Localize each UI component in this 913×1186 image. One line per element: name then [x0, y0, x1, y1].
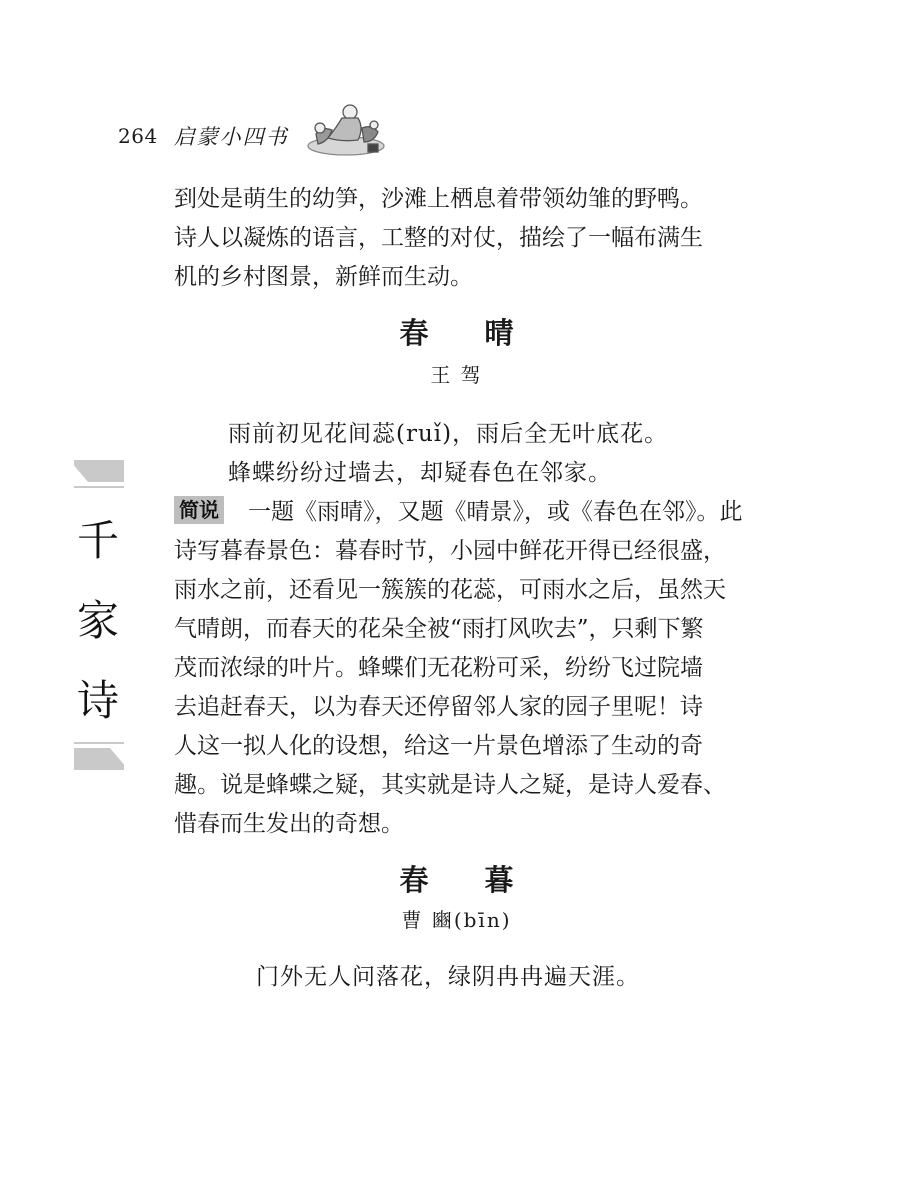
paragraph-line: 机的乡村图景，新鲜而生动。	[174, 264, 473, 290]
poem-title: 春暮	[399, 863, 570, 897]
paragraph-line: 诗人以凝炼的语言，工整的对仗，描绘了一幅布满生	[174, 225, 703, 251]
side-tab-char: 诗	[76, 676, 119, 725]
paragraph-line: 惜春而生发出的奇想。	[174, 811, 404, 837]
intro-paragraph	[174, 180, 754, 297]
side-section-tab	[70, 460, 126, 770]
book-title: 启蒙小四书	[173, 125, 289, 149]
paragraph-line: 气晴朗，而春天的花朵全被“雨打风吹去”，只剩下繁	[174, 616, 704, 642]
poem-verse: 蜂蝶纷纷过墙去，却疑春色在邻家。	[228, 460, 612, 486]
paragraph-line: 趣。说是蜂蝶之疑，其实就是诗人之疑，是诗人爱春、	[174, 772, 726, 798]
paragraph-line: 雨水之前，还看见一簇簇的花蕊，可雨水之后，虽然天	[174, 577, 726, 603]
side-tab-bottom-ornament	[74, 748, 124, 770]
poem-verse: 雨前初见花间蕊(ruǐ)，雨后全无叶底花。	[228, 421, 669, 447]
poem-author: 曹 豳(bīn)	[401, 908, 512, 932]
commentary-paragraph	[174, 493, 754, 844]
jianshuo-label: 简说	[174, 496, 224, 524]
header-illustration	[298, 98, 394, 160]
side-tab-bottom-rule	[74, 742, 124, 744]
poem-title: 春晴	[399, 316, 570, 350]
paragraph-line: 人这一拟人化的设想，给这一片景色增添了生动的奇	[174, 733, 703, 759]
side-tab-top-rule	[74, 486, 124, 488]
side-tab-char: 家	[76, 596, 119, 645]
poem-verse: 门外无人问落花，绿阴冉冉遍天涯。	[256, 964, 640, 990]
side-tab-top-ornament	[74, 460, 124, 482]
page-number: 264	[118, 124, 158, 148]
running-header	[118, 121, 289, 151]
commentary-first-line	[174, 493, 754, 532]
paragraph-line: 诗写暮春景色：暮春时节，小园中鲜花开得已经很盛，	[174, 538, 726, 564]
poem-author: 王 驾	[430, 363, 483, 387]
paragraph-line: 茂而浓绿的叶片。蜂蝶们无花粉可采，纷纷飞过院墙	[174, 655, 703, 681]
paragraph-line: 到处是萌生的幼笋，沙滩上栖息着带领幼雏的野鸭。	[174, 186, 703, 212]
paragraph-line: 一题《雨晴》，又题《晴景》，或《春色在邻》。此	[248, 499, 743, 525]
paragraph-line: 去追赶春天，以为春天还停留邻人家的园子里呢！诗	[174, 694, 703, 720]
side-tab-char: 千	[76, 516, 119, 565]
